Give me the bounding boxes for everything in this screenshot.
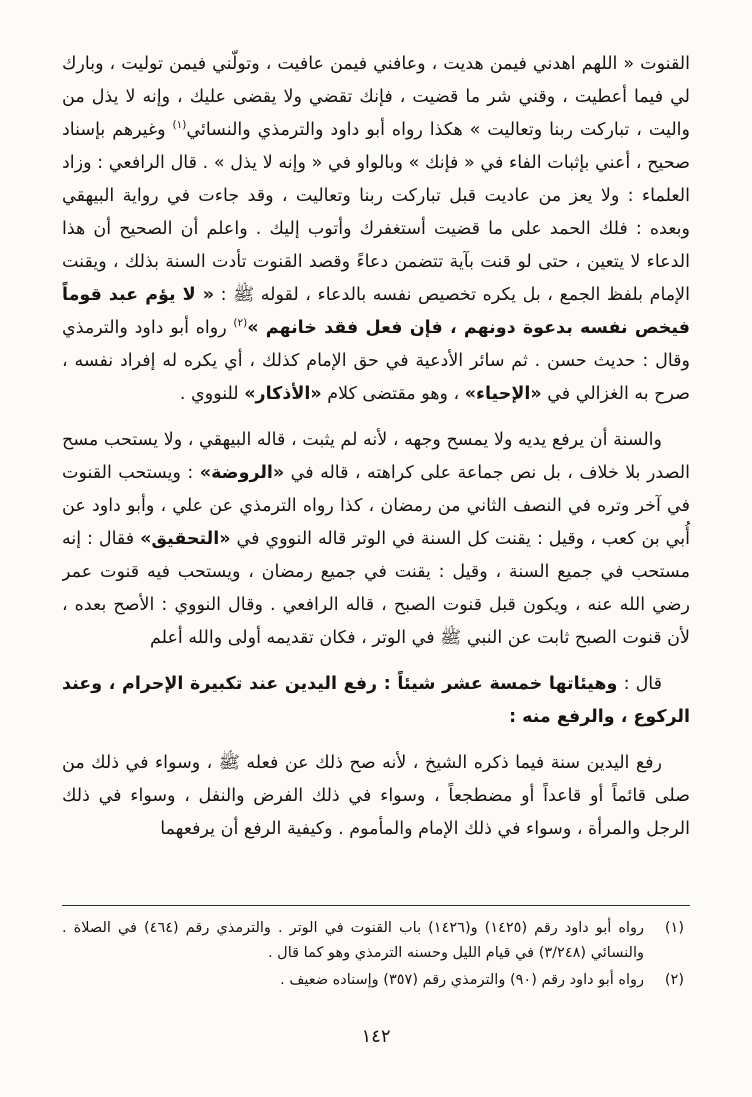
footnote-marker: (٢) (664, 972, 684, 988)
text-run: فقال : إنه مستحب في جميع السنة ، وقيل : يقنت في جميع رمضان ، ويستحب فيه قنوت عمر رضي الله عنه ، ويكون قبل قنوت الصبح ، قاله الرافعي . وقال النووي : الأصح بعده ، لأن قنوت الصبح ثابت عن النبي ﷺ في الوتر ، فكان تقديمه أولى والله أعلم (62, 529, 690, 648)
bold-text-run: وهيئاتها خمسة عشر شيئاً : رفع اليدين عند تكبيرة الإحرام ، وعند الركوع ، والرفع منه : (62, 674, 690, 727)
footnote-separator-rule (62, 905, 690, 906)
page-number: ١٤٢ (361, 1026, 391, 1047)
text-run: رواه أبو داود والترمذي وقال : حديث حسن . ثم سائر الأدعية في حق الإمام كذلك ، أي يكره له إفراد نفسه ، صرح به الغزالي في (62, 318, 690, 404)
text-run: وغيرهم بإسناد صحيح ، أعني بإثبات الفاء في « فإنك » وبالواو في « وإنه لا يذل » . قال الرافعي : وزاد العلماء : ولا يعز من عاديت قبل تباركت ربنا وتعاليت ، وقد جاءت في رواية البيهقي وبعده : فلك الحمد على ما قضيت أستغفرك وأتوب إليك . واعلم أن الصحيح أن هذا الدعاء لا يتعين ، حتى لو قنت بآية تتضمن دعاءً وقصد القنوت تأدت السنة بذلك ، ويقنت الإمام بلفظ الجمع ، بل يكره تخصيص نفسه بالدعاء ، لقوله ﷺ : (62, 120, 690, 305)
text-run: ، وهو مقتضى كلام (321, 384, 465, 404)
text-run: والسنة أن يرفع يديه ولا يمسح وجهه ، لأنه لم يثبت ، قاله البيهقي ، ولا يستحب مسح الصدر بلا خلاف ، بل نص جماعة على كراهته ، قاله في (62, 430, 690, 483)
footnote-text: رواه أبو داود رقم (١٤٢٥) و(١٤٢٦) باب القنوت في الوتر . والترمذي رقم (٤٦٤) في الصلاة . والنسائي (٣/٢٤٨) في قيام الليل وحسنه الترمذي وهو كما قال . (62, 920, 644, 961)
footnote-item (62, 968, 690, 993)
text-run: رفع اليدين سنة فيما ذكره الشيخ ، لأنه صح ذلك عن فعله ﷺ ، وسواء في ذلك من صلى قائماً أو قاعداً أو مضطجعاً ، وسواء في ذلك الفرض والنفل ، وسواء في ذلك الرجل والمرأة ، وسواء في ذلك الإمام والمأموم . وكيفية الرفع أن يرفعهما (62, 753, 690, 839)
paragraph (62, 48, 690, 411)
paragraph (62, 668, 690, 734)
bold-text-run: «الروضة» (199, 463, 285, 483)
bold-text-run: « لا يؤم عبد قوماً فيخص نفسه بدعوة دونهم ، فإن فعل فقد خانهم » (62, 285, 690, 338)
footnote-ref: (١) (172, 119, 187, 132)
body-text (62, 48, 690, 846)
text-run: قال : (617, 674, 662, 694)
text-run: : ويستحب القنوت في آخر وتره في النصف الثاني من رمضان ، كذا رواه الترمذي عن علي ، وأبو داود عن أُبي بن كعب ، وقيل : يقنت كل السنة في الوتر قاله النووي في (62, 463, 690, 549)
text-run: للنووي . (179, 384, 245, 404)
bold-text-run: «الأذكار» (244, 384, 322, 404)
footnote-ref: (٢) (233, 317, 248, 330)
footnotes-section (62, 905, 690, 996)
footnote-text: رواه أبو داود رقم (٩٠) والترمذي رقم (٣٥٧) وإسناده ضعيف . (280, 972, 644, 988)
paragraph (62, 747, 690, 846)
bold-text-run: «الإحياء» (464, 384, 542, 404)
footnote-marker: (١) (664, 920, 684, 936)
footnote-list (62, 916, 690, 993)
footnote-item (62, 916, 690, 965)
paragraph (62, 424, 690, 655)
bold-text-run: «التحقيق» (140, 529, 231, 549)
text-run: القنوت « اللهم اهدني فيمن هديت ، وعافني فيمن عافيت ، وتولّني فيمن توليت ، وبارك لي فيما أعطيت ، وقني شر ما قضيت ، فإنك تقضي ولا يقضى عليك ، وإنه لا يذل من واليت ، تباركت ربنا وتعاليت » هكذا رواه أبو داود والترمذي والنسائي (62, 54, 690, 140)
